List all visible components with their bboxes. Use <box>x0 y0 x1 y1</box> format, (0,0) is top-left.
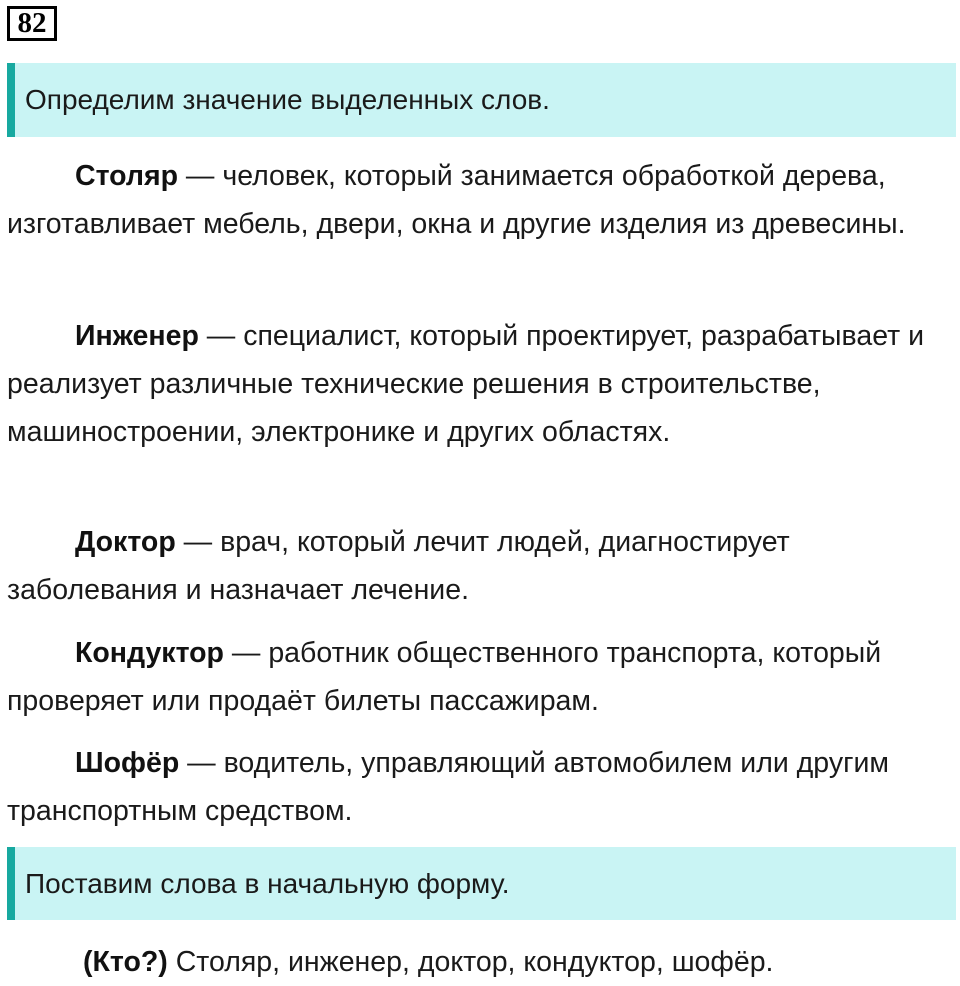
definition-paragraph <box>7 629 947 725</box>
definition-text: — специалист, который проектирует, разрабатывает и реализует различные технические решения в строительстве, машиностроении, электронике и других областях. <box>7 320 925 448</box>
definition-text: — человек, который занимается обработкой дерева, изготавливает мебель, двери, окна и другие изделия из древесины. <box>7 160 906 240</box>
definition-term: Шофёр <box>75 747 180 779</box>
section-heading-initial-form <box>7 847 956 920</box>
definition-paragraph <box>7 152 947 248</box>
definition-term: Столяр <box>75 160 179 192</box>
definition-paragraph <box>7 312 947 456</box>
section-heading-text: Поставим слова в начальную форму. <box>25 867 510 899</box>
task-number: 82 <box>17 7 47 39</box>
definition-paragraph <box>7 518 947 614</box>
definition-paragraph <box>7 739 947 835</box>
definition-text: — врач, который лечит людей, диагностирует заболевания и назначает лечение. <box>7 526 790 606</box>
definition-text: — работник общественного транспорта, который проверяет или продаёт билеты пассажирам. <box>7 637 882 717</box>
definition-term: Доктор <box>75 526 176 558</box>
answer-question: (Кто?) <box>83 946 168 978</box>
definition-term: Инженер <box>75 320 199 352</box>
section-heading-text: Определим значение выделенных слов. <box>25 84 550 115</box>
definition-text: — водитель, управляющий автомобилем или другим транспортным средством. <box>7 747 889 827</box>
section-heading-definitions <box>7 63 956 137</box>
answer-text: Столяр, инженер, доктор, кондуктор, шофёр. <box>167 946 774 978</box>
definition-term: Кондуктор <box>75 637 224 669</box>
answer-line <box>83 938 773 986</box>
task-number-box <box>7 6 57 41</box>
